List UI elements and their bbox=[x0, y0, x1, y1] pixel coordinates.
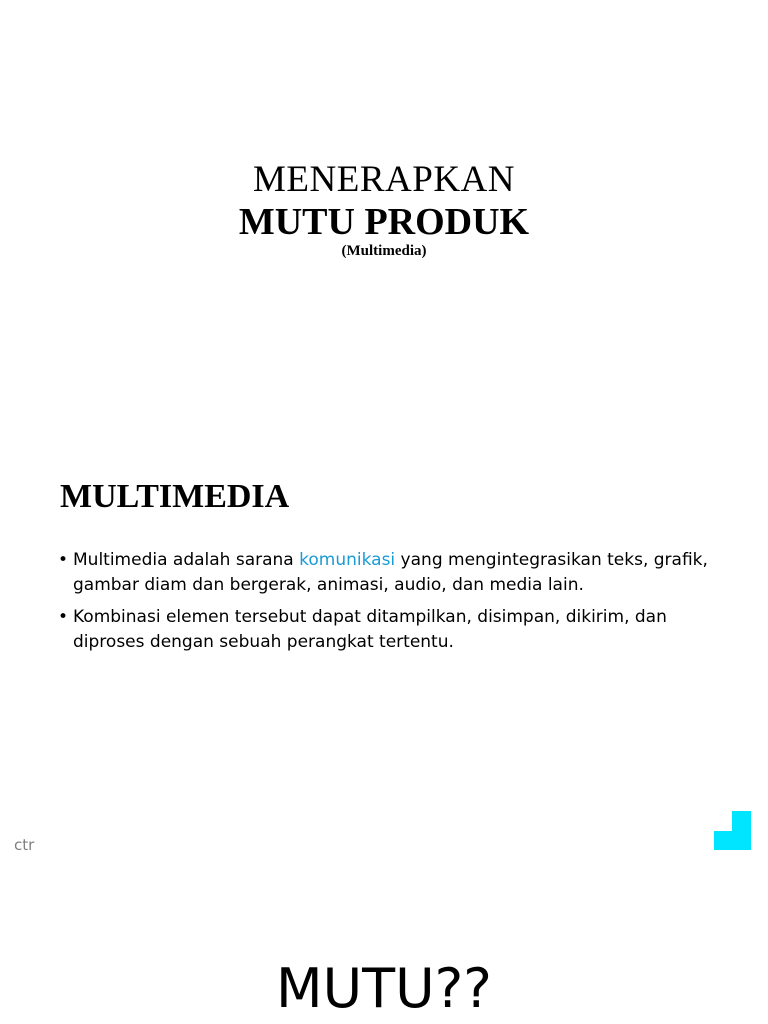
slide-heading: MULTIMEDIA bbox=[60, 478, 290, 515]
corner-shape-icon bbox=[714, 811, 751, 850]
bullet-list bbox=[58, 548, 718, 662]
footer-text: ctr bbox=[14, 836, 35, 854]
title-subtitle: (Multimedia) bbox=[341, 243, 427, 259]
bullet-text-start: Multimedia adalah sarana bbox=[73, 550, 300, 570]
bullet-text: Kombinasi elemen tersebut dapat ditampilkan, disimpan, dikirim, dan diproses dengan sebuah perangkat tertentu. bbox=[73, 607, 667, 652]
bullet-item bbox=[58, 548, 718, 598]
bullet-item bbox=[58, 605, 718, 655]
bullet-icon: • bbox=[58, 550, 69, 570]
slide-mutu bbox=[0, 890, 768, 1024]
bullet-text-end: yang mengintegrasikan teks, grafik, gambar diam dan bergerak, animasi, audio, dan media lain. bbox=[73, 550, 708, 595]
bullet-icon: • bbox=[58, 607, 69, 627]
slide-big-title: MUTU?? bbox=[276, 957, 492, 1020]
title-line-2: MUTU PRODUK bbox=[238, 201, 530, 243]
title-line-1: MENERAPKAN bbox=[253, 159, 515, 200]
slide-title bbox=[0, 0, 768, 420]
slide-multimedia bbox=[0, 420, 768, 890]
highlight-text: komunikasi bbox=[299, 550, 396, 570]
